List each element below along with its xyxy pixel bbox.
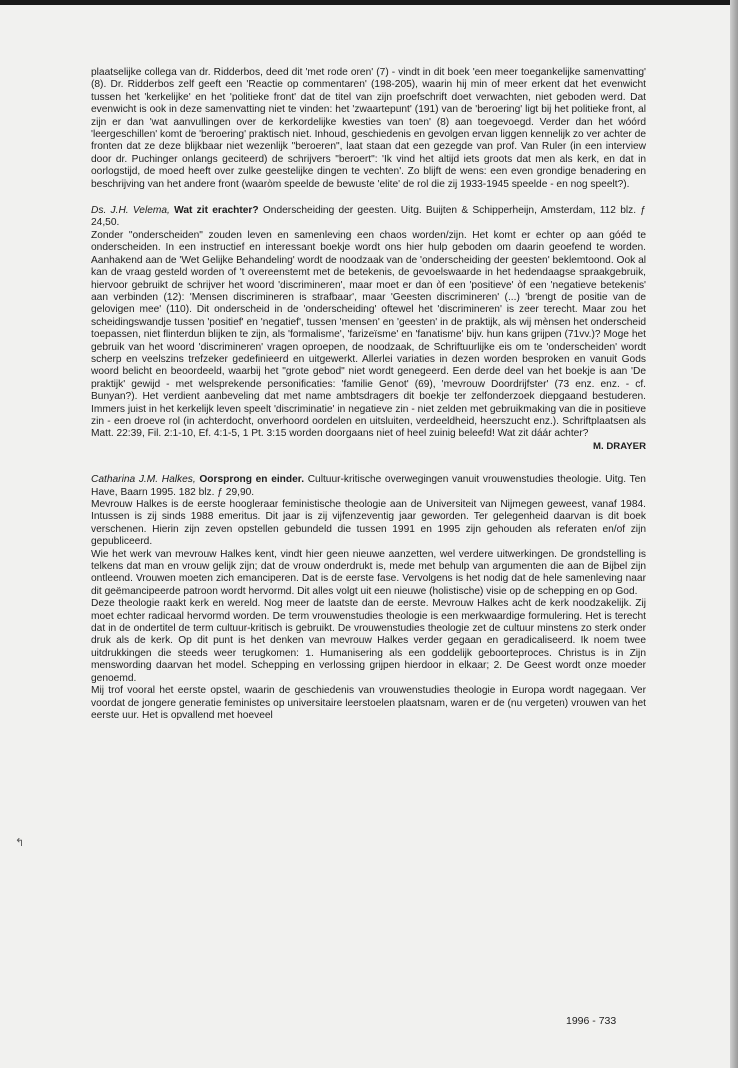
- review-paragraph: Deze theologie raakt kerk en wereld. Nog meer de laatste dan de eerste. Mevrouw Halkes acht de kerk noodzakelijk. Zij moet echter radicaal hervormd worden. De term vrouwenstudies theologie is een merkwaardige formulering. Het is terecht dat in de ondertitel de term cultuur-kritisch is gebruikt. De vrouwenstudies theologie zet de cultuur minstens zo sterk onder druk als de kerk. Op dit punt is het denken van mevrouw Halkes verder gegaan en geradicaliseerd. Ik noem twee uitdrukkingen die steeds weer terugkomen: 1. Humanisering als een goddelijk geboorteproces. Christus is in Zijn menswording daarvan het model. Schepping en verlossing grijpen hierdoor in elkaar; 2. De Geest wordt onze moeder genoemd.: [91, 598, 646, 684]
- review-paragraph: Mij trof vooral het eerste opstel, waarin de geschiedenis van vrouwenstudies theologie in Europa wordt nagegaan. Ver voordat de jongere generatie feministes op universitaire leerstoelen plaatsnam, waren er de (nu vergeten) vrouwen van het eerste uur. Het is opvallend met hoeveel: [91, 685, 646, 721]
- margin-mark-icon: ↰: [15, 837, 25, 849]
- review-author: Catharina J.M. Halkes,: [91, 474, 196, 486]
- review-body: Zonder "onderscheiden" zouden leven en samenleving een chaos worden/zijn. Het komt er echter op aan góéd te onderscheiden. In een instructief en interessant boekje wordt ons hier hulp geboden om daarin geoefend te worden. Aanhakend aan de 'Wet Gelijke Behandeling' wordt de noodzaak van de 'onderscheiding der geesten' beklemtoond. Ook al kan de vraag gesteld worden of 't overeenstemt met de betekenis, de gevoelswaarde in het hedendaagse spraakgebruik, hiervoor gebruikt de schrijver het woord 'discrimineren', maar moet er dan òf een 'positieve' òf een 'negatieve betekenis' aan verbinden (12): 'Mensen discrimineren is strafbaar', maar 'Geesten discrimineren' (...) 'brengt de positie van de gelovigen mee' (110). Dit onderscheid in de 'onderscheiding' oftewel het 'discrimineren' is zeer terecht. Maar zou het scheidingswandje tussen 'positief' en 'negatief', tussen 'mensen' en 'geesten' in de praktijk, als wij mènsen het onderscheid toepassen, niet flinterdun blijken te zijn, als 'formalisme', 'farizeïsme' en 'fanatisme' bijv. hun kans grijpen (71vv.)? Moge het gebruik van het woord 'discrimineren' vragen oproepen, de noodzaak, de Schriftuurlijke eis om te 'onderscheiden' wordt scherp en veelszins trefzeker gedefinieerd en uitgewerkt. Allerlei variaties in dezen worden besproken en vanuit Gods woord belicht en beoordeeld, waarbij het "grote gebod" niet wordt genegeerd. Een derde deel van het boekje is aan 'De praktijk' gewijd - met welsprekende personificaties: 'familie Genot' (69), 'mevrouw Doordrijfster' (73 enz. enz. - cf. Bunyan?). Het verdient aanbeveling dat met name ambtsdragers dit boekje ter zelfonderzoek diepgaand bestuderen. Immers juist in het kerkelijk leven speelt 'discriminatie' in negatieve zin - niet zelden met gebruikmaking van die in positieve zin - een droeve rol (in achterdocht, onverhoord oordelen en uitsluiten, verdeeldheid, heerszucht enz.). Schriftplaatsen als Matt. 22:39, Fil. 2:1-10, Ef. 4:1-5, 1 Pt. 3:15 worden doorgaans niet of heel zuinig beleefd! Wat zit dáár achter?: [91, 229, 646, 440]
- book-citation: Cultuur-kritische overwegingen vanuit vrouwenstudies theologie. Uitg. Ten Have, Baarn 1995. 182 blz. ƒ 29,90.: [91, 474, 646, 498]
- review-paragraph: Wie het werk van mevrouw Halkes kent, vindt hier geen nieuwe aanzetten, wel verdere uitwerkingen. De grondstelling is telkens dat man en vrouw gelijk zijn; dat de vrouw onderdrukt is, mede met behulp van argumenten die aan de Bijbel zijn ontleend. Vrouwen moeten zich emanciperen. Dat is de eerste fase. Vervolgens is het nodig dat de hele samenleving naar dit geëmancipeerde patroon wordt hervormd. Dit alles volgt uit een nieuwe (holistische) visie op de schepping en op God.: [91, 548, 646, 597]
- review-halkes: [91, 474, 646, 499]
- book-citation: Onderscheiding der geesten. Uitg. Buijten & Schipperheijn, Amsterdam, 112 blz. ƒ 24,50.: [91, 205, 646, 229]
- book-title: Oorsprong en einder.: [199, 474, 305, 486]
- text-column: [91, 67, 646, 722]
- reviewer-signature: M. DRAYER: [593, 440, 646, 452]
- scan-right-edge: [730, 0, 738, 1068]
- review-author: Ds. J.H. Velema,: [91, 205, 170, 217]
- page-number: 1996 - 733: [566, 1015, 617, 1027]
- review-paragraph: Mevrouw Halkes is de eerste hoogleraar feministische theologie aan de Universiteit van Nijmegen geweest, vanaf 1984. Intussen is zij sinds 1988 emeritus. Dit jaar is zij vijfenzeventig jaar geworden. Ter gelegenheid daarvan is dit boek verschenen. Hierin zijn zeven opstellen gebundeld die tussen 1991 en 1995 zijn gehouden als referaten en/of zijn gepubliceerd.: [91, 499, 646, 548]
- review-continuation-paragraph: plaatselijke collega van dr. Ridderbos, deed dit 'met rode oren' (7) - vindt in dit boek 'een meer toegankelijke samenvatting' (8). Dr. Ridderbos zelf geeft een 'Reactie op commentaren' (198-205), waarin hij min of meer erkent dat het evenwicht tussen het 'kerkelijke' en het 'politieke front' dat de titel van zijn proefschrift doet verwachten, niet geboden werd. Dat evenwicht is ook in deze samenvatting niet te vinden: het 'zwaartepunt' (191) van de 'beroering' ligt bij het politieke front, al zijn er dan 'wat aanvullingen over de kerkordelijke kwesties van toen' (8) aan toegevoegd. Verder dan het wóórd 'leergeschillen' komt de 'beroering' praktisch niet. Inhoud, geschiedenis en gevolgen ervan liggen kennelijk zo ver achter de fronten dat ze deze blijkbaar niet wezenlijk "beroeren", laat staan dat een gezegde van prof. Van Ruler (in een interview door dr. Puchinger onlangs geciteerd) de schrijvers "beroert": 'Ik vind het altijd iets groots dat men als kerk, en dat in oorlogstijd, de moed heeft over zulke geestelijke dingen te vechten'. Zo blijft de wens: een even grondige benadering en beschrijving van het andere front (waaròm speelde de bewuste 'elite' de rol die zij 1933-1945 speelde - en nog speelt?).: [91, 67, 646, 190]
- book-title: Wat zit erachter?: [174, 205, 259, 217]
- review-velema: [91, 205, 646, 230]
